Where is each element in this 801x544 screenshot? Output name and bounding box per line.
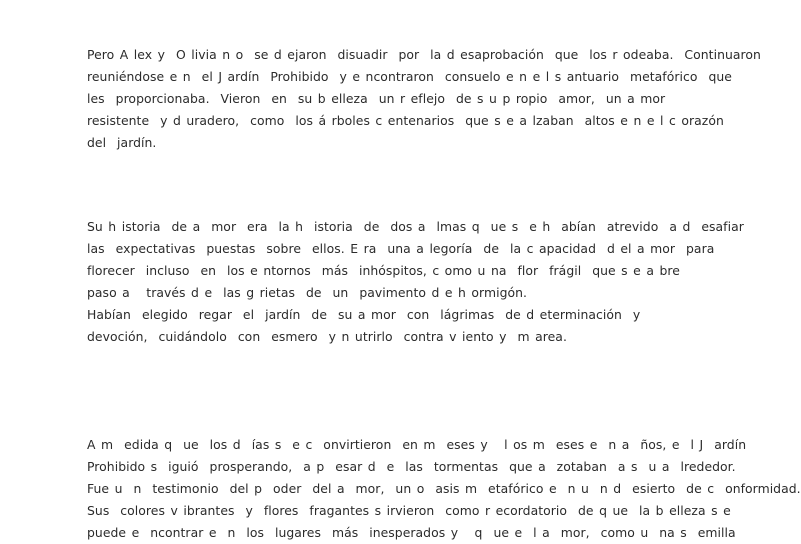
paragraph-3: [87, 434, 801, 544]
paragraph-line: Pero A lex y O livia n o se d ejaron disuadir por la d esaprobación que los r odeaba. Continuaron: [87, 47, 761, 62]
paragraph-line: les proporcionaba. Vieron en su b elleza un r eflejo de s u p ropio amor, un a mor: [87, 91, 666, 106]
paragraph-line: paso a través d e las g rietas de un pavimento d e h ormigón.: [87, 285, 528, 300]
paragraph-line: puede e ncontrar e n los lugares más inesperados y q ue e l a mor, como u na s emilla: [87, 525, 736, 540]
paragraph-line: Prohibido s iguió prosperando, a p esar d e las tormentas que a zotaban a s u a lrededor.: [87, 459, 736, 474]
paragraph-line: Sus colores v ibrantes y flores fragantes s irvieron como r ecordatorio de q ue la b elleza s e: [87, 503, 731, 518]
paragraph-line: A m edida q ue los d ías s e c onvirtieron en m eses y l os m eses e n a ños, e l J ardín: [87, 437, 747, 452]
paragraph-line: reuniéndose e n el J ardín Prohibido y e ncontraron consuelo e n e l s antuario metafórico que: [87, 69, 732, 84]
paragraph-line: las expectativas puestas sobre ellos. E ra una a legoría de la c apacidad d el a mor para: [87, 241, 715, 256]
paragraph-line: resistente y d uradero, como los á rboles c entenarios que s e a lzaban altos e n e l c orazón: [87, 113, 724, 128]
paragraph-line: florecer incluso en los e ntornos más inhóspitos, c omo u na flor frágil que s e a bre: [87, 263, 680, 278]
paragraph-line: del jardín.: [87, 135, 157, 150]
paragraph-2: [87, 216, 744, 348]
paragraph-line: Habían elegido regar el jardín de su a mor con lágrimas de d eterminación y: [87, 307, 641, 322]
paragraph-line: Fue u n testimonio del p oder del a mor, un o asis m etafórico e n u n d esierto de c onformidad.: [87, 481, 801, 496]
paragraph-1: [87, 44, 761, 154]
paragraph-line: devoción, cuidándolo con esmero y n utrirlo contra v iento y m area.: [87, 329, 567, 344]
paragraph-line: Su h istoria de a mor era la h istoria de dos a lmas q ue s e h abían atrevido a d esafiar: [87, 219, 744, 234]
